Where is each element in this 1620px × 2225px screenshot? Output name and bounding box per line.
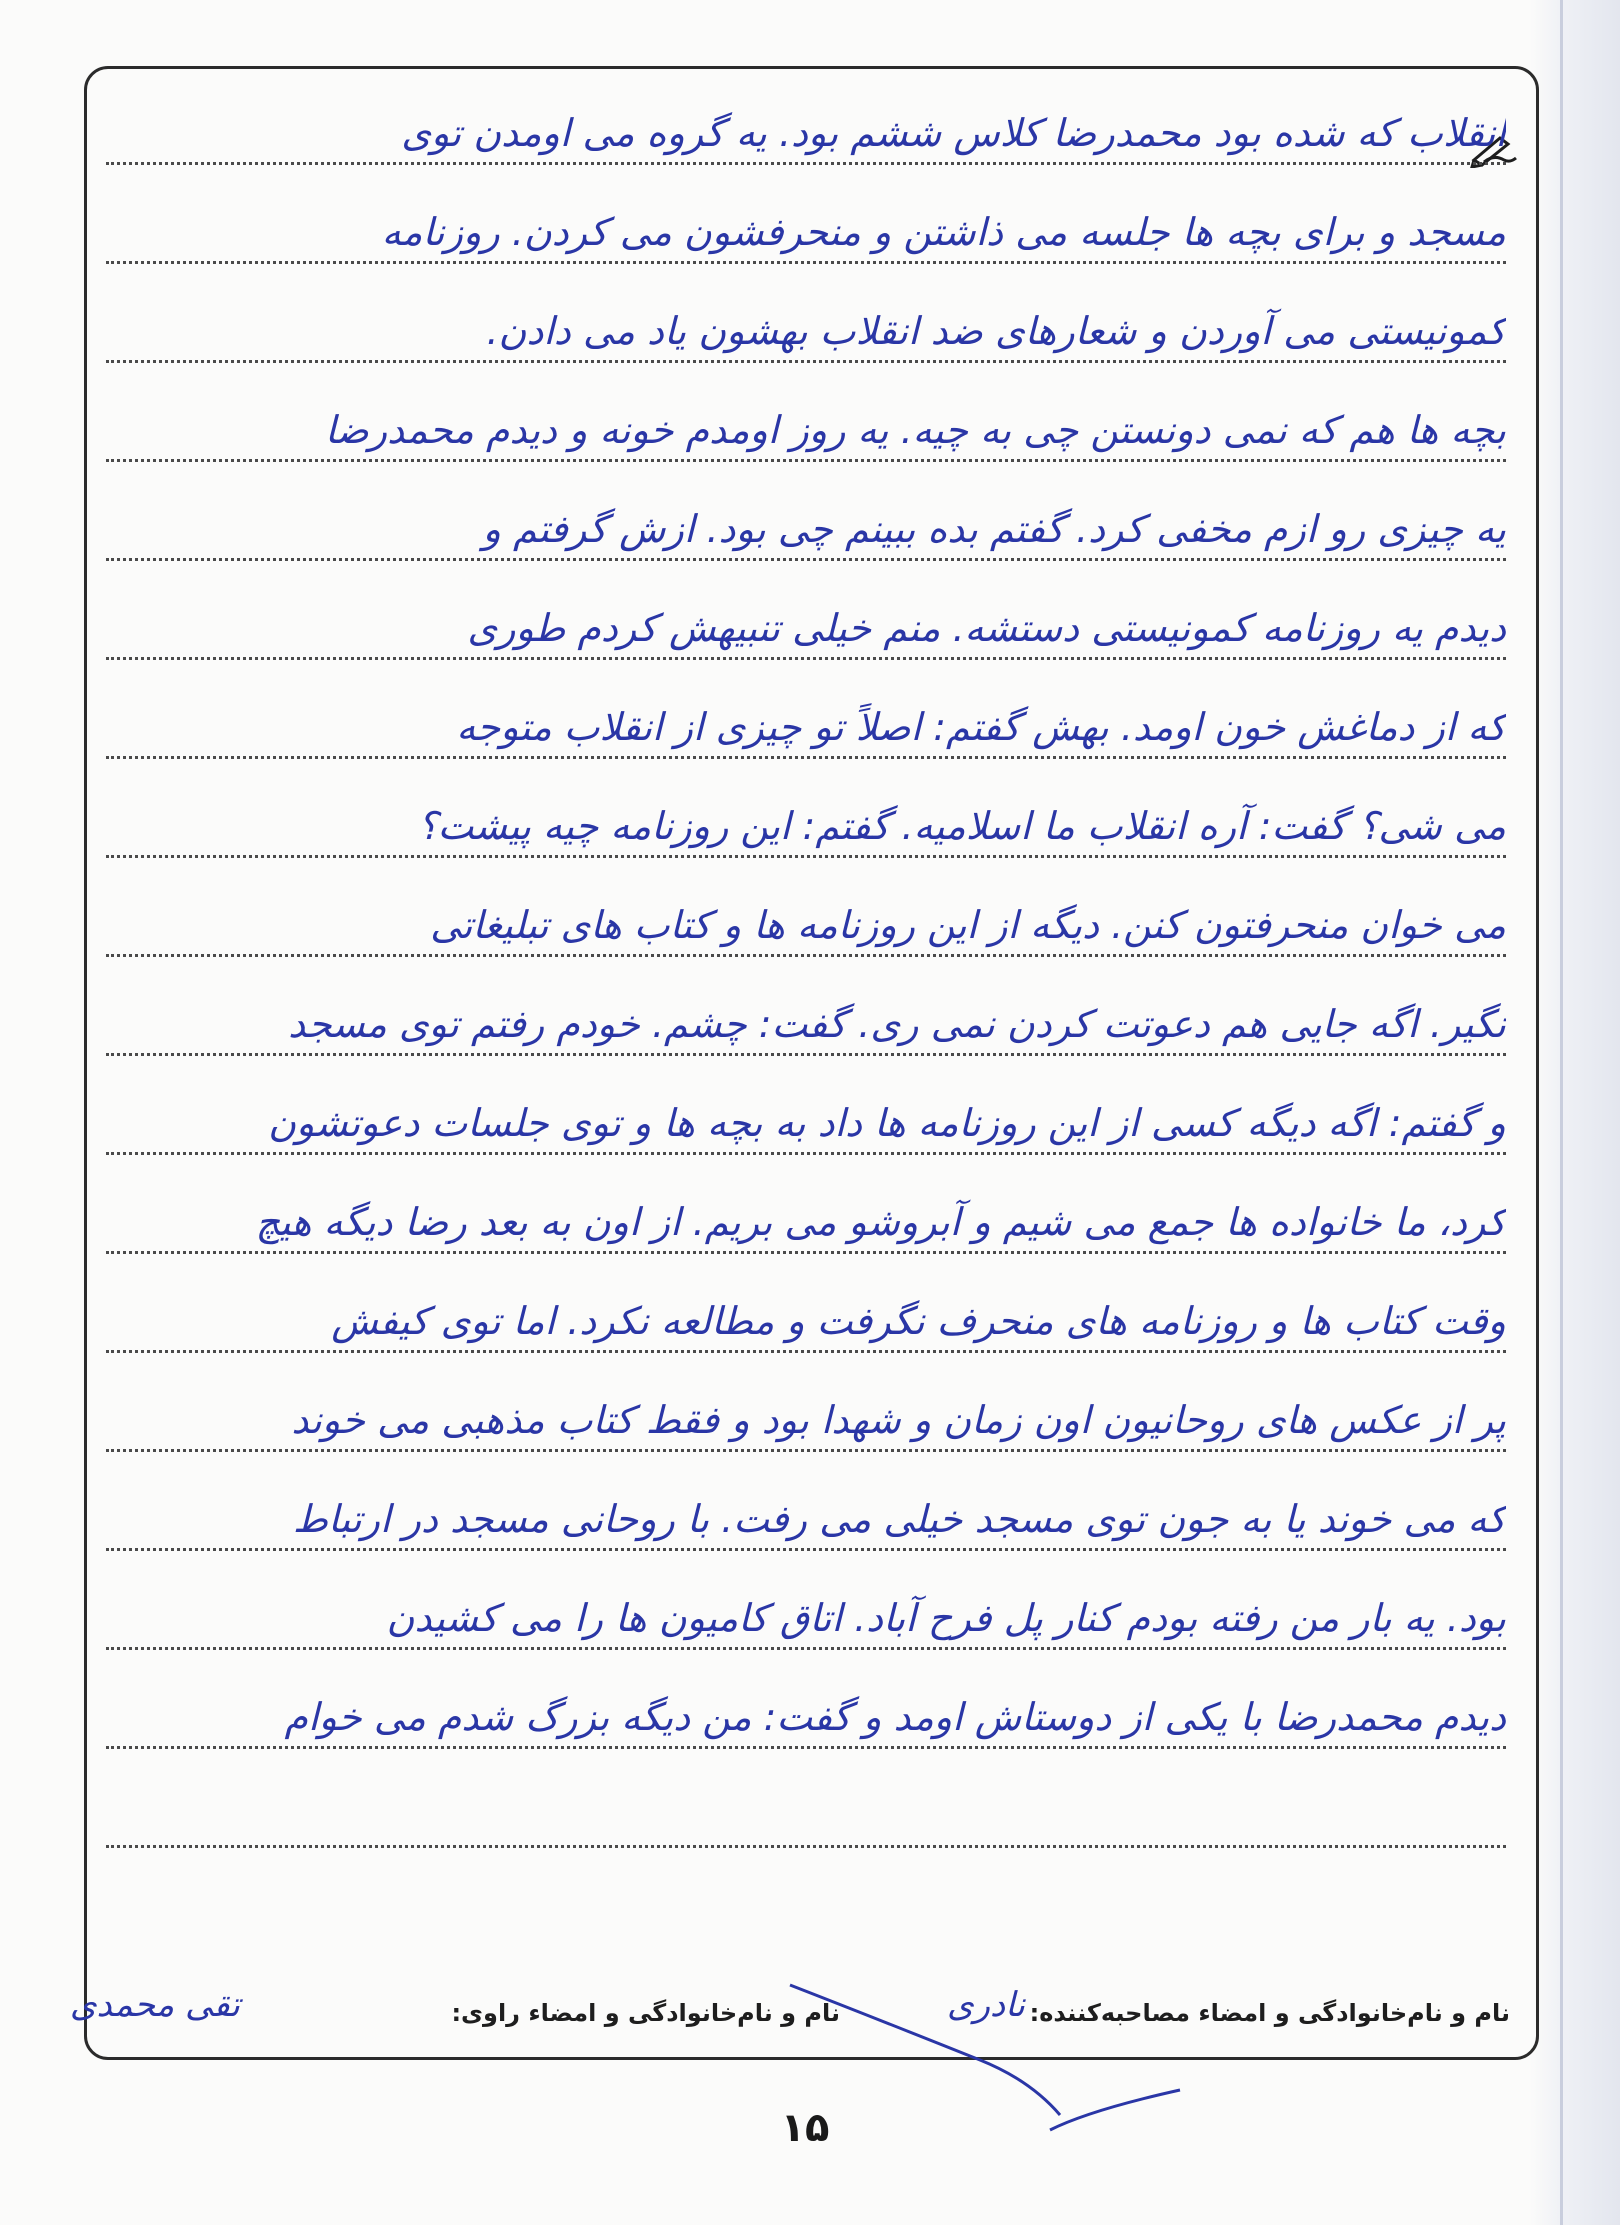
handwritten-text: دیدم محمدرضا با یکی از دوستاش اومد و گفت: من دیگه بزرگ شدم می خوام (284, 1695, 1506, 1739)
narrator-signature: تقی محمدی (69, 1985, 240, 2025)
handwritten-text: دیدم یه روزنامه کمونیستی دستشه. منم خیلی تنبیهش کردم طوری (467, 606, 1506, 650)
handwritten-text: بچه ها هم که نمی دونستن چی به چیه. یه روز اومدم خونه و دیدم محمدرضا (324, 408, 1506, 452)
handwritten-text: می شی؟ گفت: آره انقلاب ما اسلامیه. گفتم: این روزنامه چیه پیشت؟ (417, 804, 1506, 848)
handwritten-text: وقت کتاب ها و روزنامه های منحرف نگرفت و مطالعه نکرد. اما توی کیفش (331, 1299, 1506, 1343)
handwritten-text: که می خوند یا به جون توی مسجد خیلی می رفت. با روحانی مسجد در ارتباط (292, 1497, 1506, 1541)
handwritten-text: یه چیزی رو ازم مخفی کرد. گفتم بده ببینم چی بود. ازش گرفتم و (482, 507, 1506, 551)
handwritten-text: نگیر. اگه جایی هم دعوتت کردن نمی ری. گفت: چشم. خودم رفتم توی مسجد (288, 1002, 1506, 1046)
handwritten-text: و گفتم: اگه دیگه کسی از این روزنامه ها داد به بچه ها و توی جلسات دعوتشون (268, 1101, 1506, 1145)
interviewer-label: نام و نام‌خانوادگی و امضاء مصاحبه‌کننده: (1029, 1999, 1510, 2027)
handwritten-text: می خوان منحرفتون کنن. دیگه از این روزنامه ها و کتاب های تبلیغاتی (430, 903, 1506, 947)
handwritten-text: پر از عکس های روحانیون اون زمان و شهدا بود و فقط کتاب مذهبی می خوند (291, 1398, 1506, 1442)
narrator-label: نام و نام‌خانوادگی و امضاء راوی: (451, 1999, 840, 2027)
interviewer-signature: نادری (947, 1985, 1025, 2025)
handwritten-text: مسجد و برای بچه ها جلسه می ذاشتن و منحرفشون می کردن. روزنامه (381, 210, 1506, 254)
handwritten-text: کمونیستی می آوردن و شعارهای ضد انقلاب بهشون یاد می دادن. (486, 309, 1506, 353)
handwritten-text: کرد، ما خانواده ها جمع می شیم و آبروشو می بریم. از اون به بعد رضا دیگه هیچ (255, 1200, 1506, 1244)
handwritten-text: بود. یه بار من رفته بودم کنار پل فرح آباد. اتاق کامیون ها را می کشیدن (386, 1596, 1506, 1640)
handwritten-text: انقلاب که شده بود محمدرضا کلاس ششم بود. یه گروه می اومدن توی (401, 111, 1506, 155)
signature-footer (69, 1985, 1520, 2045)
page-margin-stroke (1050, 2090, 1180, 2130)
handwritten-text: که از دماغش خون اومد. بهش گفتم: اصلاً تو چیزی از انقلاب متوجه (456, 705, 1506, 749)
page-number: ۱۵ (780, 2105, 830, 2151)
